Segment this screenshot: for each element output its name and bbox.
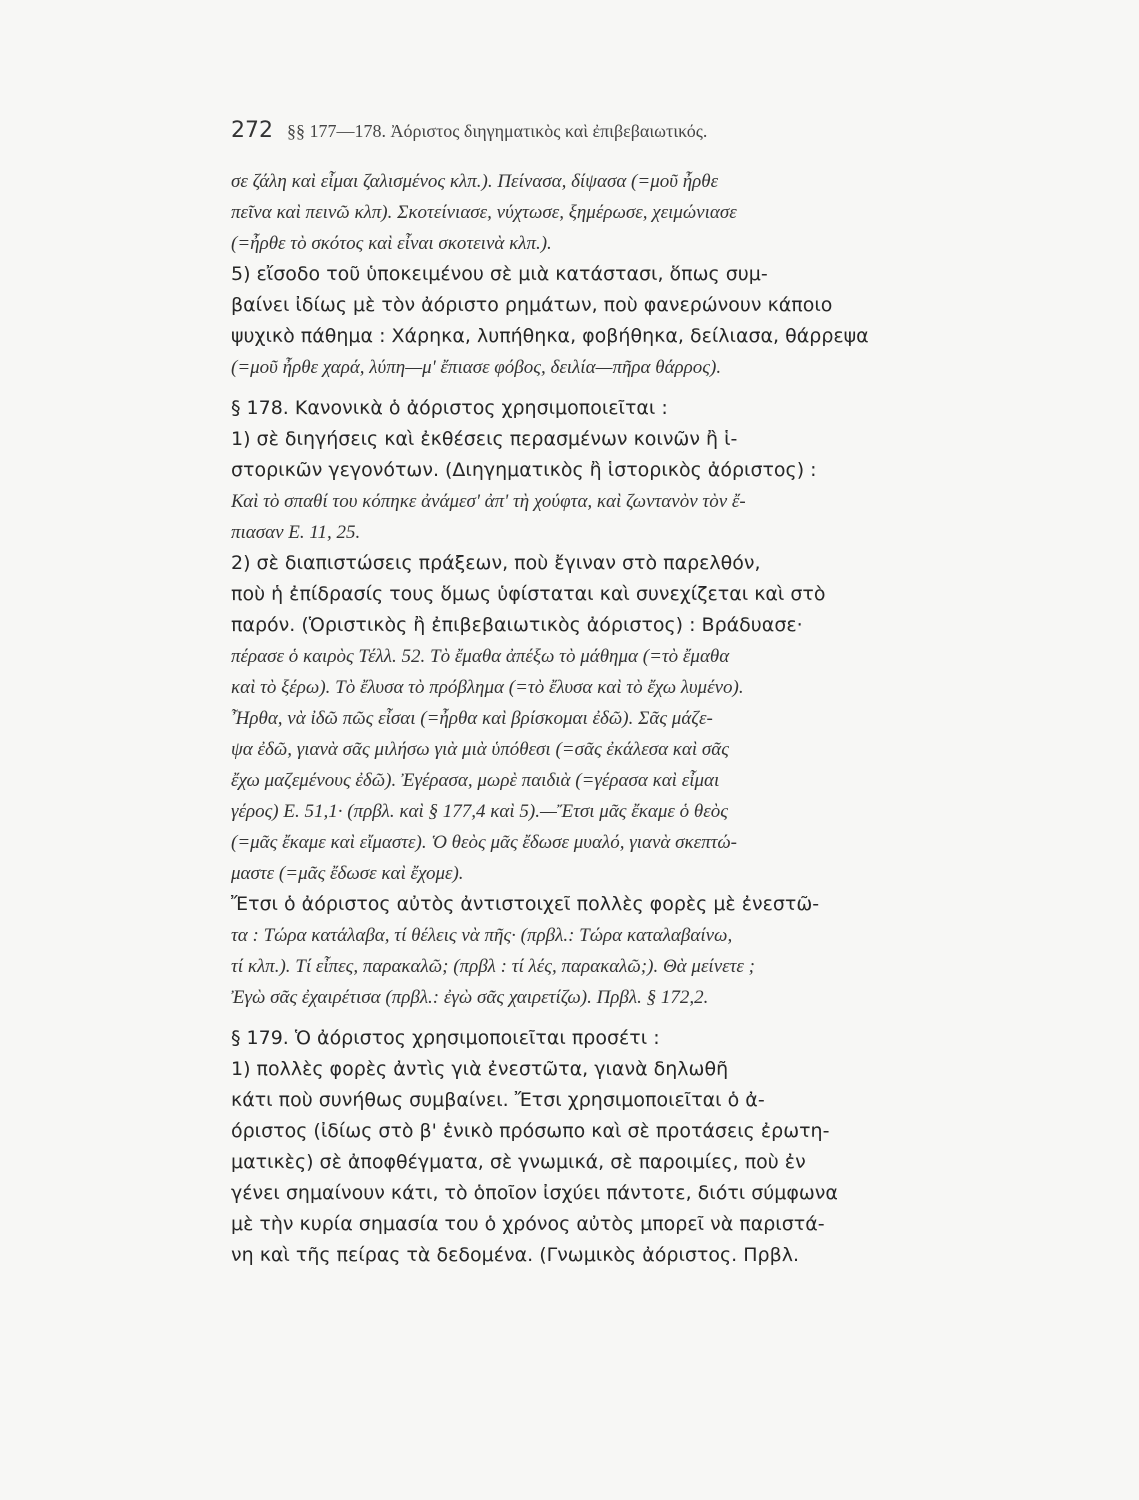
text-line: 1) πολλὲς φορὲς ἀντὶς γιὰ ἐνεστῶτα, γιανὰ δηλωθῆ xyxy=(231,1058,729,1080)
text-line: ψυχικὸ πάθημα : Χάρηκα, λυπήθηκα, φοβήθηκα, δείλιασα, θάρρεψα xyxy=(231,325,869,347)
text-line: γένει σημαίνουν κάτι, τὸ ὁποῖον ἰσχύει πάντοτε, διότι σύμφωνα xyxy=(231,1182,838,1204)
text-line: πιασαν Ε. 11, 25. xyxy=(231,522,361,543)
text-line: ἔχω μαζεμένους ἐδῶ). Ἐγέρασα, μωρὲ παιδιὰ (=γέρασα καὶ εἶμαι xyxy=(231,770,720,791)
page-header xyxy=(231,118,1021,152)
text-line: § 179. Ὁ ἀόριστος χρησιμοποιεῖται προσέτι : xyxy=(231,1027,660,1049)
text-line: μαστε (=μᾶς ἔδωσε καὶ ἔχομε). xyxy=(231,863,464,884)
page-number: 272 xyxy=(231,118,273,143)
text-line: πέρασε ὁ καιρὸς Τέλλ. 52. Τὸ ἔμαθα ἀπέξω τὸ μάθημα (=τὸ ἔμαθα xyxy=(231,646,730,667)
body-text xyxy=(231,166,1021,1271)
text-line: ματικὲς) σὲ ἀποφθέγματα, σὲ γνωμικά, σὲ παροιμίες, ποὺ ἐν xyxy=(231,1151,806,1173)
text-line: ποὺ ἡ ἐπίδρασίς τους ὅμως ὑφίσταται καὶ συνεχίζεται καὶ στὸ xyxy=(231,583,826,605)
text-line: παρόν. (Ὁριστικὸς ἢ ἐπιβεβαιωτικὸς ἀόριστος) : Βράδυασε· xyxy=(231,614,803,636)
book-page xyxy=(231,118,1021,1271)
text-line: όριστος (ἰδίως στὸ β' ἑνικὸ πρόσωπο καὶ σὲ προτάσεις ἐρωτη- xyxy=(231,1120,830,1142)
text-line: τί κλπ.). Τί εἶπες, παρακαλῶ; (πρβλ : τί λές, παρακαλῶ;). Θὰ μείνετε ; xyxy=(231,956,755,977)
text-line: 2) σὲ διαπιστώσεις πράξεων, ποὺ ἔγιναν στὸ παρελθόν, xyxy=(231,552,761,574)
text-line: Ἦρθα, νὰ ἰδῶ πῶς εἶσαι (=ἦρθα καὶ βρίσκομαι ἐδῶ). Σᾶς μάζε- xyxy=(231,708,713,729)
text-line: 5) εἴσοδο τοῦ ὑποκειμένου σὲ μιὰ κατάστασι, ὅπως συμ- xyxy=(231,263,768,285)
text-line: Καὶ τὸ σπαθί του κόπηκε ἀνάμεσ' ἀπ' τὴ χούφτα, καὶ ζωντανὸν τὸν ἔ- xyxy=(231,491,746,512)
text-line: γέρος) Ε. 51,1· (πρβλ. καὶ § 177,4 καὶ 5).—Ἔτσι μᾶς ἔκαμε ὁ θεὸς xyxy=(231,801,728,822)
text-line: τα : Τώρα κατάλαβα, τί θέλεις νὰ πῆς· (πρβλ.: Τώρα καταλαβαίνω, xyxy=(231,925,733,946)
text-line: ψα ἐδῶ, γιανὰ σᾶς μιλήσω γιὰ μιὰ ὑπόθεσι (=σᾶς ἐκάλεσα καὶ σᾶς xyxy=(231,739,729,760)
paragraph-gap xyxy=(231,1013,1021,1023)
text-line: κάτι ποὺ συνήθως συμβαίνει. Ἔτσι χρησιμοποιεῖται ὁ ἀ- xyxy=(231,1089,765,1111)
text-line: βαίνει ἰδίως μὲ τὸν ἀόριστο ρημάτων, ποὺ φανερώνουν κάποιο xyxy=(231,294,833,316)
paragraph-gap xyxy=(231,383,1021,393)
text-line: (=μοῦ ἦρθε χαρά, λύπη—μ' ἔπιασε φόβος, δειλία—πῆρα θάρρος). xyxy=(231,357,722,378)
text-line: πεῖνα καὶ πεινῶ κλπ). Σκοτείνιασε, νύχτωσε, ξημέρωσε, χειμώνιασε xyxy=(231,202,737,223)
text-line: (=ἦρθε τὸ σκότος καὶ εἶναι σκοτεινὰ κλπ.). xyxy=(231,233,552,254)
running-title: §§ 177—178. Ἀόριστος διηγηματικὸς καὶ ἐπιβεβαιωτικός. xyxy=(287,121,708,141)
text-line: Ἐγὼ σᾶς ἐχαιρέτισα (πρβλ.: ἐγὼ σᾶς χαιρετίζω). Πρβλ. § 172,2. xyxy=(231,987,709,1008)
text-line: σε ζάλη καὶ εἶμαι ζαλισμένος κλπ.). Πείνασα, δίψασα (=μοῦ ἦρθε xyxy=(231,171,719,192)
text-line: § 178. Κανονικὰ ὁ ἀόριστος χρησιμοποιεῖται : xyxy=(231,397,668,419)
text-line: 1) σὲ διηγήσεις καὶ ἐκθέσεις περασμένων κοινῶν ἢ ἱ- xyxy=(231,428,738,450)
text-line: Ἔτσι ὁ ἀόριστος αὐτὸς ἀντιστοιχεῖ πολλὲς φορὲς μὲ ἐνεστῶ- xyxy=(231,893,820,915)
text-line: μὲ τὴν κυρία σημασία του ὁ χρόνος αὐτὸς μπορεῖ νὰ παριστά- xyxy=(231,1213,825,1235)
text-line: καὶ τὸ ξέρω). Τὸ ἔλυσα τὸ πρόβλημα (=τὸ ἔλυσα καὶ τὸ ἔχω λυμένο). xyxy=(231,677,744,698)
text-line: στορικῶν γεγονότων. (Διηγηματικὸς ἢ ἱστορικὸς ἀόριστος) : xyxy=(231,459,817,481)
text-line: (=μᾶς ἔκαμε καὶ εἴμαστε). Ὁ θεὸς μᾶς ἔδωσε μυαλό, γιανὰ σκεπτώ- xyxy=(231,832,738,853)
text-line: νη καὶ τῆς πείρας τὰ δεδομένα. (Γνωμικὸς ἀόριστος. Πρβλ. xyxy=(231,1244,799,1266)
